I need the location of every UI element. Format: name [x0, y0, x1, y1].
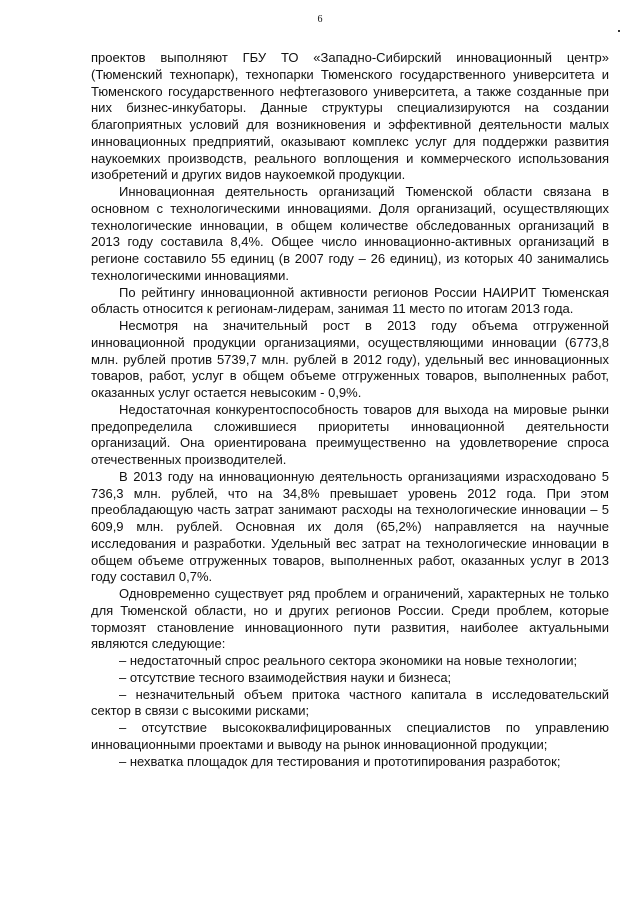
paragraph-nairit-rating: По рейтингу инновационной активности регионов России НАИРИТ Тюменская область относится к регионам-лидерам, занимая 11 место по итогам 2013 года. — [91, 284, 609, 317]
list-item-science-business: – отсутствие тесного взаимодействия науки и бизнеса; — [119, 669, 452, 685]
paragraph-innovation-activity: Инновационная деятельность организаций Тюменской области связана в основном с технологическими инновациями. Доля организаций, осуществляющих технологические инновации, в общем количестве обследованных организаций в 2013 году составила 8,4%. Общее число инновационно-активных организаций в регионе составило 55 единиц (в 2007 году – 26 единиц), из которых 40 занимались технологическими инновациями. — [91, 184, 609, 283]
paragraph-shipped-products: Несмотря на значительный рост в 2013 году объема отгруженной инновационной продукции организациями, осуществляющими инновации (6773,8 млн. рублей против 5739,7 млн. рублей в 2012 году), удельный вес инновационных товаров, работ, услуг в общем объеме отгруженных товаров, выполненных работ, оказанных услуг остается невысоким - 0,9%. — [91, 318, 609, 400]
list-item-specialists: – отсутствие высококвалифицированных специалистов по управлению инновационными проектами и выводу на рынок инновационной продукции; — [91, 720, 609, 752]
list-item-testing-sites: – нехватка площадок для тестирования и прототипирования разработок; — [119, 753, 561, 769]
list-item-private-capital: – незначительный объем притока частного капитала в исследовательский сектор в связи с высокими рисками; — [91, 686, 609, 719]
scan-speck — [618, 30, 620, 32]
paragraph-problems-intro: Одновременно существует ряд проблем и ограничений, характерных не только для Тюменской области, но и других регионов России. Среди проблем, которые тормозят становление инновационного пути развития, наиболее актуальными являются следующие: — [91, 586, 609, 652]
paragraph-competitiveness: Недостаточная конкурентоспособность товаров для выхода на мировые рынки предопределила сложившиеся приоритеты инновационной деятельности организаций. Она ориентирована преимущественно на удовлетворение спроса отечественных производителей. — [91, 401, 609, 467]
paragraph-technoparks: проектов выполняют ГБУ ТО «Западно-Сибирский инновационный центр» (Тюменский технопарк), технопарки Тюменского государственного университета и Тюменского государственного нефтегазового университета, а также созданные при них бизнес-инкубаторы. Данные структуры специализируются на создании благоприятных условий для возникновения и эффективной деятельности малых инновационных предприятий, оказывают комплекс услуг для поддержки развития наукоемких производств, реального воплощения и коммерческого использования изобретений и других видов наукоемкой продукции. — [91, 50, 609, 183]
list-item-demand: – недостаточный спрос реального сектора экономики на новые технологии; — [119, 653, 578, 668]
document-body — [91, 50, 609, 770]
page-number: 6 — [317, 14, 323, 25]
paragraph-expenditures: В 2013 году на инновационную деятельность организациями израсходовано 5 736,3 млн. рублей, что на 34,8% превышает уровень 2012 года. При этом преобладающую часть затрат занимают расходы на технологические инновации – 5 609,9 млн. рублей. Основная их доля (65,2%) направляется на научные исследования и разработки. Удельный вес затрат на технологические инновации в общем объеме отгруженных товаров, выполненных работ, оказанных услуг в 2013 году составил 0,7%. — [91, 468, 609, 585]
